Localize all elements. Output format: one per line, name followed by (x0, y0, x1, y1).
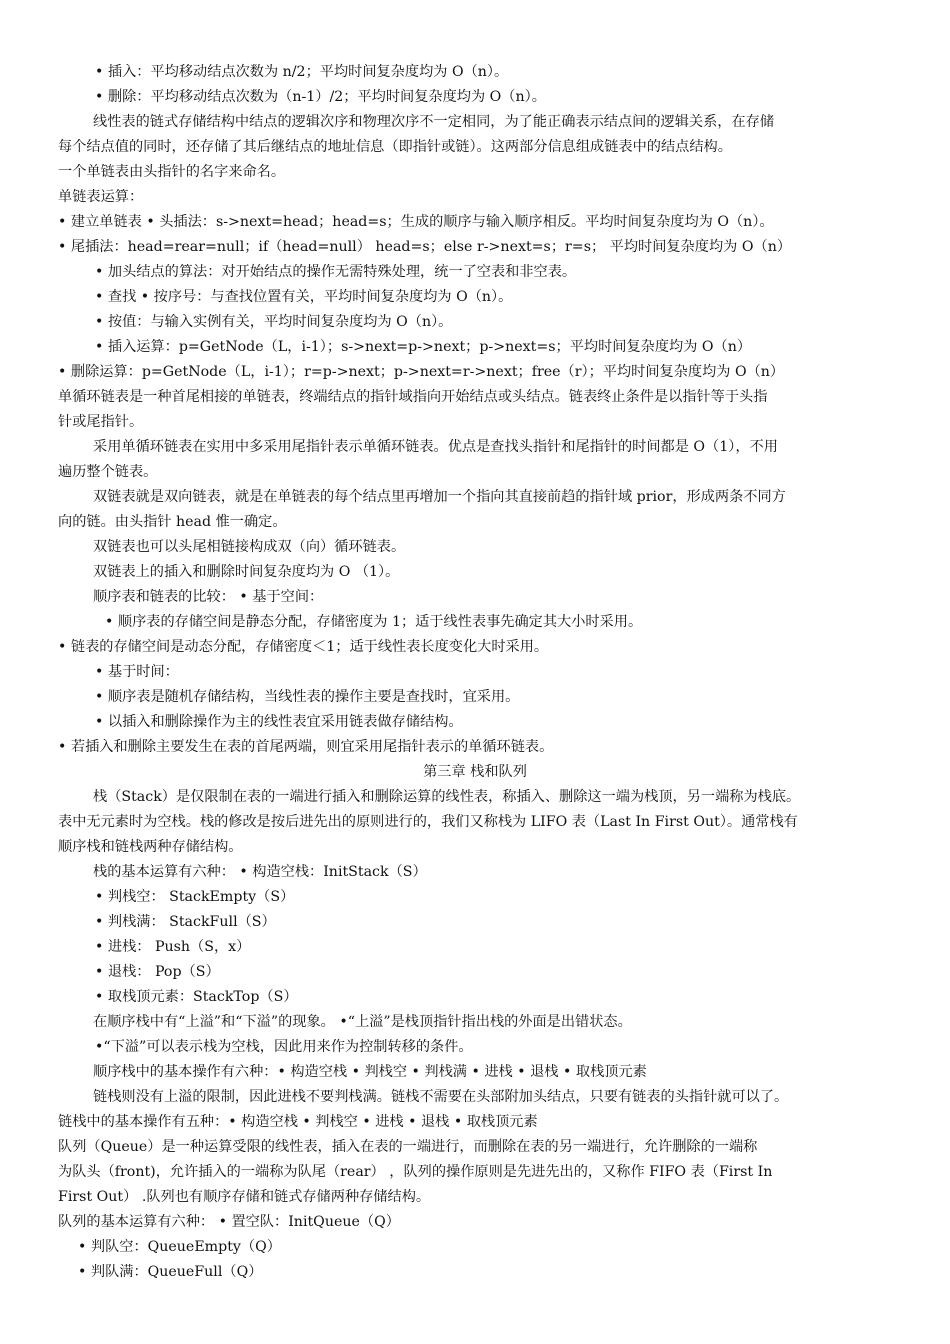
line-09: • 加头结点的算法：对开始结点的操作无需特殊处理，统一了空表和非空表。 (95, 264, 577, 280)
line-15: 针或尾指针。 (58, 414, 144, 430)
line-36: • 进栈： Push（S，x） (95, 939, 251, 955)
line-19: 向的链。由头指针 head 惟一确定。 (58, 514, 287, 530)
line-42: 链栈则没有上溢的限制，因此进栈不要判栈满。链栈不需要在头部附加头结点，只要有链表的头指针就可以了。 (93, 1089, 789, 1105)
line-21: 双链表上的插入和删除时间复杂度均为 O （1）。 (93, 564, 400, 580)
line-40: •“下溢”可以表示栈为空栈，因此用来作为控制转移的条件。 (95, 1039, 473, 1055)
line-34: • 判栈空： StackEmpty（S） (95, 889, 295, 905)
line-46: First Out） .队列也有顺序存储和链式存储两种存储结构。 (58, 1189, 431, 1205)
line-49: • 判队满：QueueFull（Q） (78, 1264, 263, 1280)
line-10: • 查找 • 按序号：与查找位置有关，平均时间复杂度均为 O（n）。 (95, 289, 513, 305)
line-08: • 尾插法：head=rear=null；if（head=null） head=s；else r->next=s；r=s； 平均时间复杂度均为 O（n） (58, 239, 792, 255)
line-45: 为队头（front)，允许插入的一端称为队尾（rear） ，队列的操作原则是先进先出的，又称作 FIFO 表（First In (58, 1164, 773, 1180)
line-44: 队列（Queue）是一种运算受限的线性表，插入在表的一端进行，而删除在表的另一端进行，允许删除的一端称 (58, 1139, 758, 1155)
line-38: • 取栈顶元素：StackTop（S） (95, 989, 298, 1005)
line-04: 每个结点值的同时，还存储了其后继结点的地址信息（即指针或链）。这两部分信息组成链表中的结点结构。 (58, 139, 732, 155)
line-35: • 判栈满： StackFull（S） (95, 914, 276, 930)
line-20: 双链表也可以头尾相链接构成双（向）循环链表。 (93, 539, 406, 555)
line-06: 单链表运算： (58, 189, 144, 205)
line-26: • 顺序表是随机存储结构，当线性表的操作主要是查找时，宜采用。 (95, 689, 520, 705)
line-17: 遍历整个链表。 (58, 464, 158, 480)
line-47: 队列的基本运算有六种： • 置空队：InitQueue（Q） (58, 1214, 400, 1230)
line-12: • 插入运算：p=GetNode（L，i-1）；s->next=p->next；p->next=s；平均时间复杂度均为 O（n） (95, 339, 752, 355)
line-13: • 删除运算：p=GetNode（L，i-1）；r=p->next；p->next=r->next；free（r）；平均时间复杂度均为 O（n） (58, 364, 785, 380)
line-23: • 顺序表的存储空间是静态分配，存储密度为 1；适于线性表事先确定其大小时采用。 (105, 614, 643, 630)
line-14: 单循环链表是一种首尾相接的单链表，终端结点的指针域指向开始结点或头结点。链表终止条件是以指针等于头指 (58, 389, 768, 405)
line-32: 顺序栈和链栈两种存储结构。 (58, 839, 243, 855)
line-02: • 删除：平均移动结点次数为（n-1）/2；平均时间复杂度均为 O（n）。 (95, 89, 546, 105)
line-18: 双链表就是双向链表，就是在单链表的每个结点里再增加一个指向其直接前趋的指针域 prior，形成两条不同方 (93, 489, 786, 505)
line-43: 链栈中的基本操作有五种：• 构造空栈 • 判栈空 • 进栈 • 退栈 • 取栈顶元素 (58, 1114, 538, 1130)
line-28: • 若插入和删除主要发生在表的首尾两端，则宜采用尾指针表示的单循环链表。 (58, 739, 554, 755)
line-41: 顺序栈中的基本操作有六种：• 构造空栈 • 判栈空 • 判栈满 • 进栈 • 退栈 • 取栈顶元素 (93, 1064, 647, 1080)
chapter-heading: 第三章 栈和队列 (423, 764, 527, 780)
line-03: 线性表的链式存储结构中结点的逻辑次序和物理次序不一定相同，为了能正确表示结点间的逻辑关系，在存储 (93, 114, 775, 130)
line-37: • 退栈： Pop（S） (95, 964, 220, 980)
line-27: • 以插入和删除操作为主的线性表宜采用链表做存储结构。 (95, 714, 463, 730)
line-22: 顺序表和链表的比较： • 基于空间： (93, 589, 324, 605)
line-30: 栈（Stack）是仅限制在表的一端进行插入和删除运算的线性表，称插入、删除这一端为栈顶，另一端称为栈底。 (93, 789, 801, 805)
line-05: 一个单链表由头指针的名字来命名。 (58, 164, 286, 180)
line-31: 表中无元素时为空栈。栈的修改是按后进先出的原则进行的，我们又称栈为 LIFO 表（Last In First Out）。通常栈有 (58, 814, 798, 830)
line-48: • 判队空：QueueEmpty（Q） (78, 1239, 281, 1255)
line-39: 在顺序栈中有“上溢”和“下溢”的现象。 •“上溢”是栈顶指针指出栈的外面是出错状态。 (93, 1014, 632, 1030)
line-11: • 按值：与输入实例有关，平均时间复杂度均为 O（n）。 (95, 314, 453, 330)
line-07: • 建立单链表 • 头插法：s->next=head；head=s；生成的顺序与输入顺序相反。平均时间复杂度均为 O（n）。 (58, 214, 774, 230)
line-01: • 插入：平均移动结点次数为 n/2；平均时间复杂度均为 O（n）。 (95, 64, 509, 80)
line-33: 栈的基本运算有六种： • 构造空栈：InitStack（S） (93, 864, 427, 880)
line-24: • 链表的存储空间是动态分配，存储密度＜1；适于线性表长度变化大时采用。 (58, 639, 549, 655)
line-25: • 基于时间： (95, 664, 179, 680)
line-16: 采用单循环链表在实用中多采用尾指针表示单循环链表。优点是查找头指针和尾指针的时间都是 O（1），不用 (93, 439, 778, 455)
